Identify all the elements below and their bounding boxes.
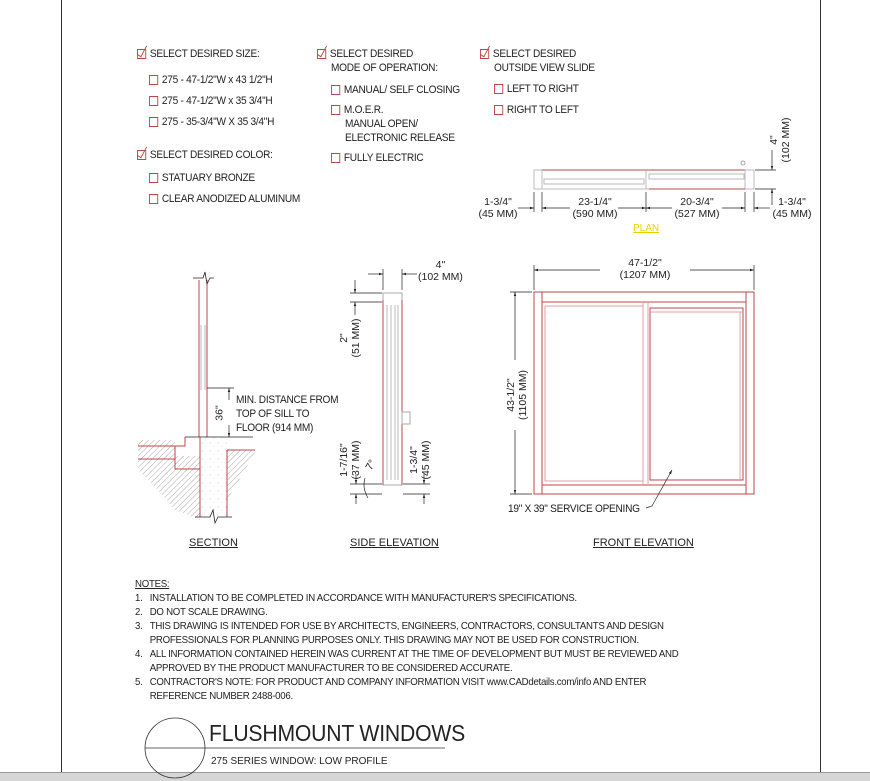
side-dim-depth: 4" (102 MM) — [418, 259, 463, 283]
color-header: SELECT DESIRED COLOR: — [137, 148, 299, 162]
size-header: SELECT DESIRED SIZE: — [137, 47, 273, 61]
note-item-cont: REFERENCE NUMBER 2488-006. — [149, 690, 293, 702]
size-option[interactable]: 275 - 35-3/4"W X 35 3/4"H — [149, 115, 274, 129]
plan-label: PLAN — [633, 223, 660, 234]
mode-option[interactable]: M.O.E.R. — [331, 103, 460, 117]
mode-option-line: ELECTRONIC RELEASE — [345, 132, 455, 144]
color-option[interactable]: CLEAR ANODIZED ALUMINUM — [149, 192, 300, 206]
slide-header-line2: OUTSIDE VIEW SLIDE — [494, 62, 595, 74]
side-dim-top: 2" (51 MM) — [338, 318, 362, 358]
size-option[interactable]: 275 - 47-1/2"W x 43 1/2"H — [149, 73, 274, 87]
mode-header-line2: MODE OF OPERATION: — [331, 62, 438, 74]
front-elevation-view — [510, 265, 754, 508]
note-item: 5. CONTRACTOR'S NOTE: FOR PRODUCT AND COMPANY INFORMATION VISIT www.CADdetails.com/info AND ENTER — [135, 676, 647, 688]
plan-dim-left-panel: 23-1/4" (590 MM) — [572, 196, 618, 220]
note-item: 3. THIS DRAWING IS INTENDED FOR USE BY ARCHITECTS, ENGINEERS, CONTRACTORS, CONSULTANTS AND DESIGN — [135, 620, 664, 632]
mode-header: SELECT DESIRED — [317, 47, 459, 61]
slide-header: SELECT DESIRED — [480, 47, 594, 61]
note-item-cont: PROFESSIONALS FOR PLANNING PURPOSES ONLY. THIS DRAWING MAY NOT BE USED FOR CONSTRUCTION. — [149, 634, 639, 646]
section-label: SECTION — [189, 537, 238, 549]
plan-dim-right-panel: 20-3/4" (527 MM) — [674, 196, 720, 220]
mode-option[interactable]: MANUAL/ SELF CLOSING — [331, 83, 460, 97]
front-dim-width: 47-1/2" (1207 MM) — [619, 257, 671, 281]
color-option[interactable]: STATUARY BRONZE — [149, 171, 300, 185]
side-dim-angle: 7° — [363, 457, 379, 473]
slide-option[interactable]: LEFT TO RIGHT — [494, 82, 595, 96]
slide-option[interactable]: RIGHT TO LEFT — [494, 103, 595, 117]
sheet-title: FLUSHMOUNT WINDOWS — [209, 720, 466, 746]
side-dim-sill: 1-7/16" (37 MM) — [338, 440, 362, 480]
sheet-subtitle: 275 SERIES WINDOW: LOW PROFILE — [211, 756, 388, 767]
note-item: 2. DO NOT SCALE DRAWING. — [135, 606, 268, 618]
notes-block — [135, 577, 726, 703]
service-opening-callout: 19" X 39" SERVICE OPENING — [508, 503, 640, 515]
plan-dim-depth: 4" (102 MM) — [768, 117, 792, 163]
side-dim-bottom: 1-3/4" (45 MM) — [408, 440, 432, 480]
front-dim-height: 43-1/2" (1105 MM) — [505, 370, 529, 420]
mode-option[interactable]: FULLY ELECTRIC — [331, 151, 460, 165]
plan-dim-left: 1-3/4" (45 MM) — [478, 196, 518, 220]
note-item: 4. ALL INFORMATION CONTAINED HEREIN WAS CURRENT AT THE TIME OF DEVELOPMENT BUT MUST BE REVIEWED AND — [135, 648, 679, 660]
plan-dim-right: 1-3/4" (45 MM) — [772, 196, 812, 220]
section-note: MIN. DISTANCE FROM TOP OF SILL TO FLOOR (914 MM) — [236, 394, 339, 434]
mode-option-line: MANUAL OPEN/ — [345, 118, 418, 130]
section-dim: 36" — [213, 405, 226, 421]
front-elevation-label: FRONT ELEVATION — [593, 537, 694, 549]
notes-header: NOTES: — [135, 578, 170, 590]
side-elevation-label: SIDE ELEVATION — [350, 537, 439, 549]
plan-view — [518, 150, 776, 212]
size-option[interactable]: 275 - 47-1/2"W x 35 3/4"H — [149, 94, 274, 108]
note-item: 1. INSTALLATION TO BE COMPLETED IN ACCORDANCE WITH MANUFACTURER'S SPECIFICATIONS. — [135, 592, 577, 604]
note-item-cont: APPROVED BY THE PRODUCT MANUFACTURER TO BE CONSIDERED ACCURATE. — [149, 662, 513, 674]
